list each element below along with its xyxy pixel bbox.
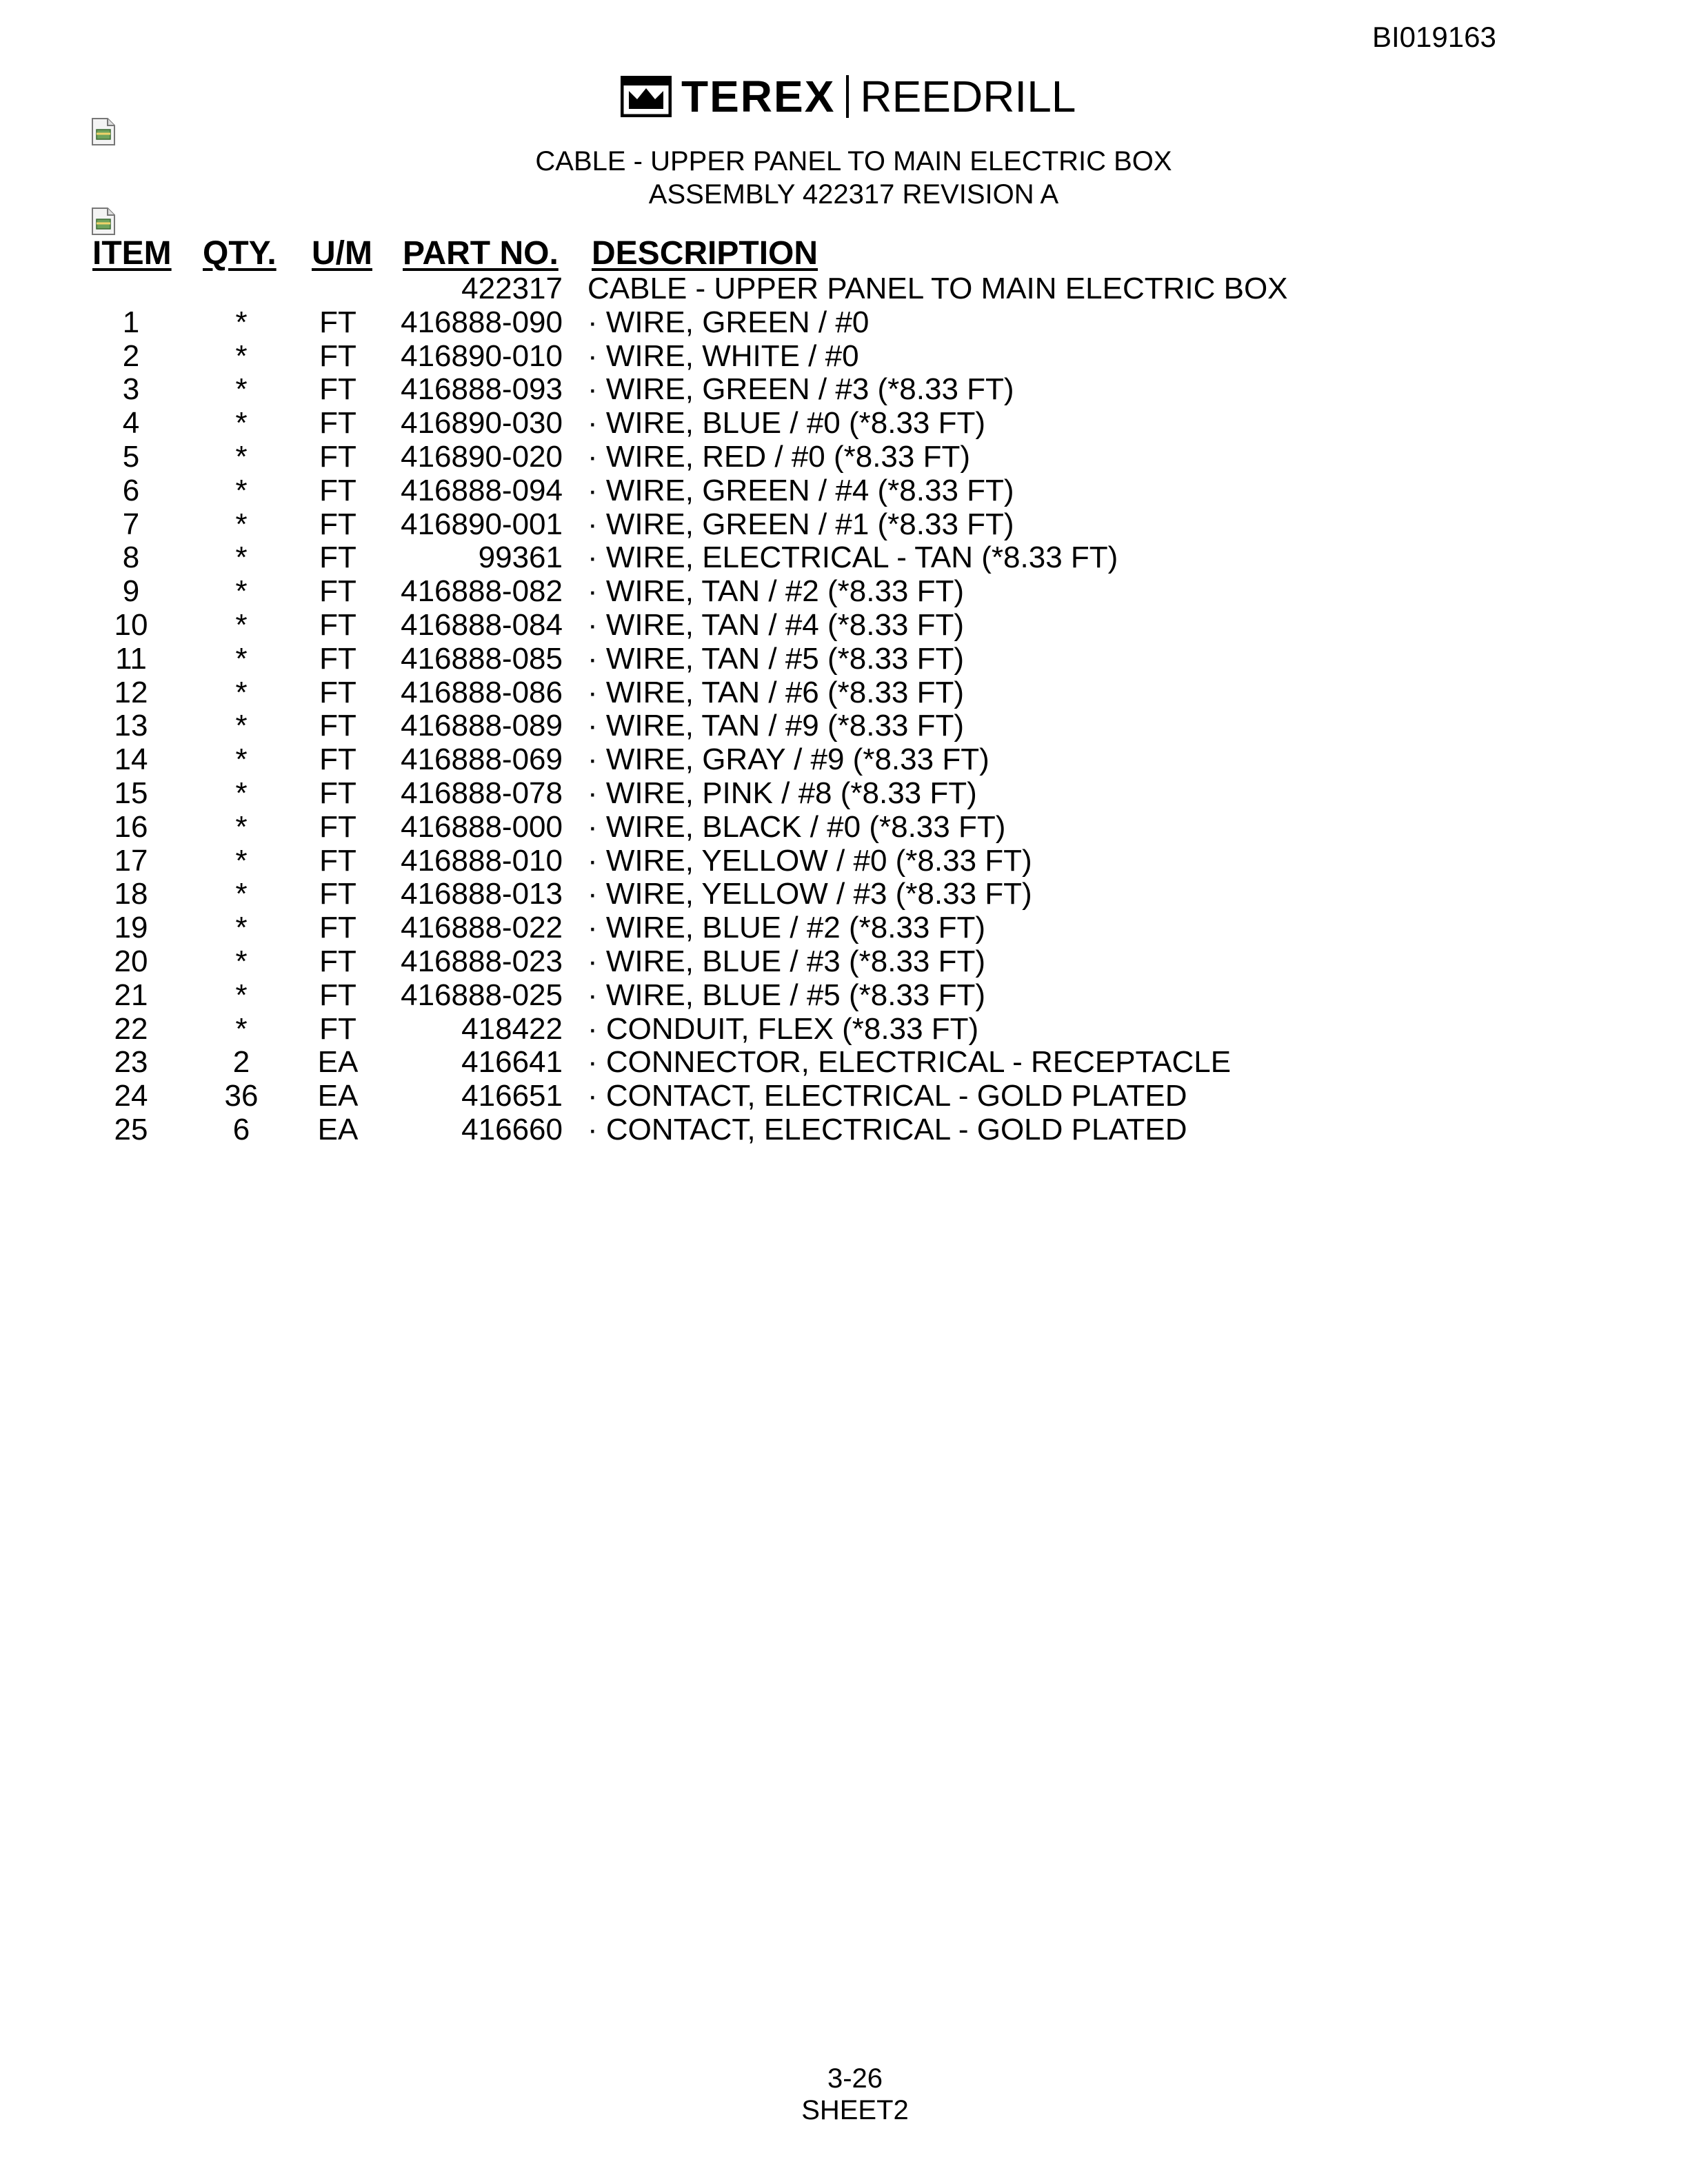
table-header: [0, 234, 1688, 276]
table-row: [0, 340, 1688, 374]
cell-qty: *: [235, 944, 248, 978]
header-item: ITEM: [92, 235, 172, 272]
cell-description: · WIRE, YELLOW / #0 (*8.33 FT): [587, 843, 1032, 878]
cell-part-no: 416888-084: [401, 607, 563, 642]
document-title: [0, 145, 1688, 211]
cell-part-no: 416888-090: [401, 305, 563, 339]
cell-qty: *: [235, 338, 248, 373]
title-line-2: ASSEMBLY 422317 REVISION A: [648, 179, 1059, 210]
cell-qty: *: [235, 507, 248, 541]
cell-qty: 6: [232, 1112, 250, 1146]
cell-um: FT: [319, 305, 356, 339]
table-row: [0, 743, 1688, 777]
table-row: [0, 441, 1688, 474]
cell-item: 14: [114, 742, 148, 777]
cell-item: 22: [114, 1011, 148, 1046]
cell-description: · WIRE, TAN / #2 (*8.33 FT): [587, 574, 965, 609]
table-row: [0, 945, 1688, 979]
header-description: DESCRIPTION: [592, 235, 818, 272]
document-icon[interactable]: [91, 207, 116, 236]
cell-um: FT: [319, 843, 356, 878]
header-qty: QTY.: [203, 235, 277, 272]
parts-table: [0, 272, 1688, 1147]
cell-qty: *: [235, 911, 248, 945]
cell-description: · CONDUIT, FLEX (*8.33 FT): [587, 1011, 979, 1046]
cell-item: 24: [114, 1079, 148, 1113]
sheet-label: SHEET2: [801, 2095, 909, 2125]
table-row: [0, 272, 1688, 306]
page-footer: [0, 2063, 1688, 2126]
cell-qty: *: [235, 439, 248, 474]
table-row: [0, 508, 1688, 542]
cell-um: FT: [319, 338, 356, 373]
cell-item: 23: [114, 1045, 148, 1080]
cell-part-no: 416888-086: [401, 675, 563, 709]
cell-qty: *: [235, 1011, 248, 1046]
cell-qty: *: [235, 877, 248, 911]
cell-description: · WIRE, TAN / #4 (*8.33 FT): [587, 607, 965, 642]
table-row: [0, 709, 1688, 743]
cell-description: · WIRE, RED / #0 (*8.33 FT): [587, 439, 970, 474]
cell-item: 6: [122, 473, 140, 507]
table-row: [0, 777, 1688, 811]
cell-description: · WIRE, GREEN / #4 (*8.33 FT): [587, 473, 1014, 507]
cell-qty: *: [235, 809, 248, 844]
table-row: [0, 541, 1688, 575]
cell-um: FT: [319, 473, 356, 507]
cell-qty: *: [235, 473, 248, 507]
cell-description: · WIRE, TAN / #5 (*8.33 FT): [587, 641, 965, 676]
cell-part-no: 416888-013: [401, 877, 563, 911]
title-line-1: CABLE - UPPER PANEL TO MAIN ELECTRIC BOX: [535, 146, 1172, 176]
cell-um: FT: [319, 911, 356, 945]
cell-item: 2: [122, 338, 140, 373]
cell-description: · WIRE, BLUE / #2 (*8.33 FT): [587, 911, 986, 945]
cell-item: 19: [114, 911, 148, 945]
cell-item: 17: [114, 843, 148, 878]
cell-part-no: 416651: [461, 1079, 563, 1113]
cell-qty: *: [235, 742, 248, 777]
terex-crown-logo-icon: [621, 76, 672, 117]
cell-qty: 2: [232, 1045, 250, 1080]
terex-reedrill-logo: [621, 72, 1076, 121]
cell-description: · WIRE, GREEN / #0: [587, 305, 870, 339]
cell-um: FT: [319, 978, 356, 1012]
cell-um: FT: [319, 507, 356, 541]
cell-part-no: 416888-082: [401, 574, 563, 609]
table-row: [0, 1080, 1688, 1113]
cell-qty: 36: [224, 1079, 259, 1113]
table-row: [0, 979, 1688, 1013]
cell-um: FT: [319, 877, 356, 911]
table-row: [0, 1013, 1688, 1046]
cell-um: FT: [319, 607, 356, 642]
cell-description: · WIRE, WHITE / #0: [587, 338, 859, 373]
cell-part-no: 422317: [461, 272, 563, 305]
cell-um: EA: [317, 1045, 359, 1080]
cell-part-no: 416888-010: [401, 843, 563, 878]
cell-item: 8: [122, 540, 140, 575]
cell-um: EA: [317, 1079, 359, 1113]
document-id: BI019163: [1372, 21, 1496, 53]
cell-um: FT: [319, 675, 356, 709]
document-icon[interactable]: [91, 117, 116, 146]
cell-part-no: 416888-094: [401, 473, 563, 507]
cell-qty: *: [235, 675, 248, 709]
table-row: [0, 811, 1688, 845]
table-row: [0, 643, 1688, 676]
table-row: [0, 676, 1688, 710]
table-row: [0, 1113, 1688, 1147]
header-um: U/M: [312, 235, 372, 272]
logo-divider: [846, 75, 849, 118]
cell-qty: *: [235, 406, 248, 441]
cell-description: · WIRE, BLACK / #0 (*8.33 FT): [587, 809, 1006, 844]
cell-part-no: 416888-025: [401, 978, 563, 1012]
cell-qty: *: [235, 574, 248, 609]
table-row: [0, 609, 1688, 643]
cell-description: · CONNECTOR, ELECTRICAL - RECEPTACLE: [587, 1045, 1232, 1080]
cell-description: · WIRE, GRAY / #9 (*8.33 FT): [587, 742, 989, 777]
cell-um: FT: [319, 1011, 356, 1046]
cell-qty: *: [235, 978, 248, 1012]
cell-part-no: 416888-078: [401, 776, 563, 810]
cell-description: · WIRE, BLUE / #0 (*8.33 FT): [587, 406, 986, 441]
cell-um: FT: [319, 776, 356, 810]
cell-item: 7: [122, 507, 140, 541]
cell-part-no: 416888-069: [401, 742, 563, 777]
cell-item: 1: [122, 305, 140, 339]
table-row: [0, 911, 1688, 945]
cell-item: 10: [114, 607, 148, 642]
cell-part-no: 416890-030: [401, 406, 563, 441]
cell-part-no: 416888-085: [401, 641, 563, 676]
cell-part-no: 416888-022: [401, 911, 563, 945]
cell-qty: *: [235, 607, 248, 642]
cell-item: 11: [115, 641, 147, 676]
cell-description: · WIRE, GREEN / #1 (*8.33 FT): [587, 507, 1014, 541]
cell-qty: *: [235, 372, 248, 407]
cell-part-no: 416641: [461, 1045, 563, 1080]
cell-part-no: 416888-093: [401, 372, 563, 407]
cell-item: 25: [114, 1112, 148, 1146]
cell-part-no: 416890-010: [401, 338, 563, 373]
cell-item: 20: [114, 944, 148, 978]
cell-qty: *: [235, 776, 248, 810]
cell-um: FT: [319, 574, 356, 609]
cell-description: · CONTACT, ELECTRICAL - GOLD PLATED: [587, 1112, 1187, 1146]
cell-description: · WIRE, GREEN / #3 (*8.33 FT): [587, 372, 1014, 407]
table-row: [0, 407, 1688, 441]
cell-um: FT: [319, 641, 356, 676]
cell-description: · WIRE, TAN / #9 (*8.33 FT): [587, 709, 965, 743]
logo-brand-text: TEREX: [681, 72, 836, 121]
cell-description: · CONTACT, ELECTRICAL - GOLD PLATED: [587, 1079, 1187, 1113]
cell-item: 15: [114, 776, 148, 810]
cell-part-no: 416890-020: [401, 439, 563, 474]
page-number: 3-26: [827, 2063, 883, 2094]
cell-um: FT: [319, 439, 356, 474]
cell-um: FT: [319, 372, 356, 407]
cell-item: 3: [122, 372, 140, 407]
cell-item: 9: [122, 574, 140, 609]
cell-part-no: 418422: [461, 1011, 563, 1046]
cell-item: 21: [114, 978, 148, 1012]
cell-item: 5: [122, 439, 140, 474]
cell-um: FT: [319, 742, 356, 777]
cell-part-no: 416888-089: [401, 709, 563, 743]
table-row: [0, 878, 1688, 911]
cell-qty: *: [235, 540, 248, 575]
table-row: [0, 1046, 1688, 1080]
cell-description: · WIRE, PINK / #8 (*8.33 FT): [587, 776, 977, 810]
cell-item: 13: [114, 709, 148, 743]
table-row: [0, 306, 1688, 340]
cell-description: · WIRE, BLUE / #3 (*8.33 FT): [587, 944, 986, 978]
cell-um: FT: [319, 540, 356, 575]
cell-part-no: 416660: [461, 1112, 563, 1146]
header-part-no: PART NO.: [403, 235, 559, 272]
table-row: [0, 474, 1688, 508]
table-row: [0, 845, 1688, 878]
cell-description: · WIRE, BLUE / #5 (*8.33 FT): [587, 978, 986, 1012]
table-row: [0, 575, 1688, 609]
cell-um: FT: [319, 944, 356, 978]
cell-um: FT: [319, 809, 356, 844]
cell-description: · WIRE, TAN / #6 (*8.33 FT): [587, 675, 965, 709]
cell-part-no: 416888-000: [401, 809, 563, 844]
cell-item: 18: [114, 877, 148, 911]
cell-description: · WIRE, ELECTRICAL - TAN (*8.33 FT): [587, 540, 1118, 575]
cell-description: CABLE - UPPER PANEL TO MAIN ELECTRIC BOX: [587, 272, 1288, 305]
logo-product-text: REEDRILL: [860, 72, 1076, 121]
cell-part-no: 99361: [478, 540, 563, 575]
cell-item: 4: [122, 406, 140, 441]
cell-qty: *: [235, 305, 248, 339]
cell-qty: *: [235, 843, 248, 878]
cell-um: FT: [319, 709, 356, 743]
cell-um: EA: [317, 1112, 359, 1146]
cell-item: 16: [114, 809, 148, 844]
cell-item: 12: [114, 675, 148, 709]
cell-qty: *: [235, 709, 248, 743]
cell-um: FT: [319, 406, 356, 441]
cell-qty: *: [235, 641, 248, 676]
cell-part-no: 416890-001: [401, 507, 563, 541]
cell-description: · WIRE, YELLOW / #3 (*8.33 FT): [587, 877, 1032, 911]
cell-part-no: 416888-023: [401, 944, 563, 978]
table-row: [0, 373, 1688, 407]
